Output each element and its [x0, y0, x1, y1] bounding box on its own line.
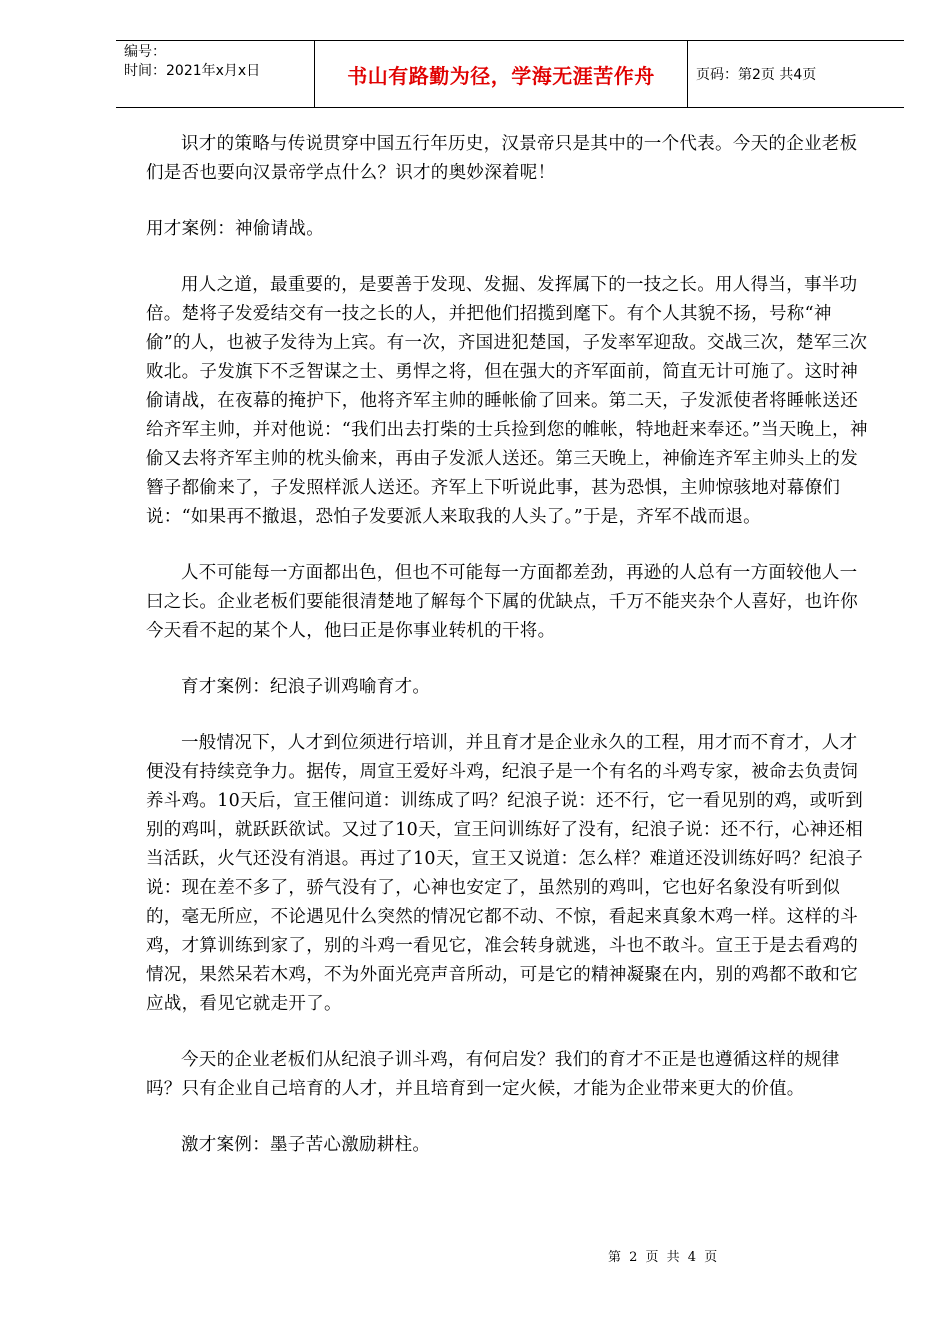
time-label: 时间：2021年x月x日	[124, 63, 261, 79]
page-number-footer: 第 2 页 共 4 页	[608, 1250, 720, 1265]
paragraph: 一般情况下，人才到位须进行培训，并且育才是企业永久的工程，用才而不育才，人才便没有持续竞争力。据传，周宣王爱好斗鸡，纪浪子是一个有名的斗鸡专家，被命去负责饲养斗鸡。10天后，宣王催问道：训练成了吗？纪浪子说：还不行，它一看见别的鸡，或听到别的鸡叫，就跃跃欲试。又过了10天，宣王问训练好了没有，纪浪子说：还不行，心神还相当活跃，火气还没有消退。再过了10天，宣王又说道：怎么样？难道还没训练好吗？纪浪子说：现在差不多了，骄气没有了，心神也安定了，虽然别的鸡叫，它也好名象没有听到似的，毫无所应，不论遇见什么突然的情况它都不动、不惊，看起来真象木鸡一样。这样的斗鸡，才算训练到家了，别的斗鸡一看见它，准会转身就逃，斗也不敢斗。宣王于是去看鸡的情况，果然呆若木鸡，不为外面光亮声音所动，可是它的精神凝聚在内，别的鸡都不敢和它应战，看见它就走开了。	[146, 733, 864, 1014]
document-body	[146, 130, 874, 1187]
paragraph: 人不可能每一方面都出色，但也不可能每一方面都差劲，再逊的人总有一方面较他人一曰之长。企业老板们要能很清楚地了解每个下属的优缺点，千万不能夹杂个人喜好，也许你今天看不起的某个人，他曰正是你事业转机的干将。	[146, 563, 858, 641]
header-motto: 书山有路勤为径，学海无涯苦作舟	[314, 41, 688, 107]
paragraph: 今天的企业老板们从纪浪子训斗鸡，有何启发？我们的育才不正是也遵循这样的规律吗？只有企业自己培育的人才，并且培育到一定火候，才能为企业带来更大的价值。	[146, 1050, 840, 1099]
section-heading-jicai: 激才案例：墨子苦心激励耕柱。	[181, 1135, 431, 1155]
header-page-info: 页码：第2页 共4页	[696, 67, 817, 83]
paragraph: 用人之道，最重要的，是要善于发现、发掘、发挥属下的一技之长。用人得当，事半功倍。楚将子发爱结交有一技之长的人，并把他们招揽到麾下。有个人其貌不扬，号称“神偷”的人，也被子发待为上宾。有一次，齐国进犯楚国，子发率军迎敌。交战三次，楚军三次败北。子发旗下不乏智谋之士、勇悍之将，但在强大的齐军面前，简直无计可施了。这时神偷请战，在夜幕的掩护下，他将齐军主帅的睡帐偷了回来。第二天，子发派使者将睡帐送还给齐军主帅，并对他说：“我们出去打柴的士兵捡到您的帷帐，特地赶来奉还。”当天晚上，神偷又去将齐军主帅的枕头偷来，再由子发派人送还。第三天晚上，神偷连齐军主帅头上的发簪子都偷来了，子发照样派人送还。齐军上下听说此事，甚为恐惧，主帅惊骇地对幕僚们说：“如果再不撤退，恐怕子发要派人来取我的人头了。”于是，齐军不战而退。	[146, 275, 868, 527]
page-header	[116, 40, 904, 108]
number-label: 编号：	[124, 44, 166, 60]
header-meta	[116, 41, 314, 107]
paragraph: 识才的策略与传说贯穿中国五行年历史，汉景帝只是其中的一个代表。今天的企业老板们是否也要向汉景帝学点什么？识才的奥妙深着呢！	[146, 134, 858, 183]
section-heading-yucai: 育才案例：纪浪子训鸡喻育才。	[181, 677, 431, 697]
section-heading-yongcai: 用才案例：神偷请战。	[146, 219, 324, 239]
